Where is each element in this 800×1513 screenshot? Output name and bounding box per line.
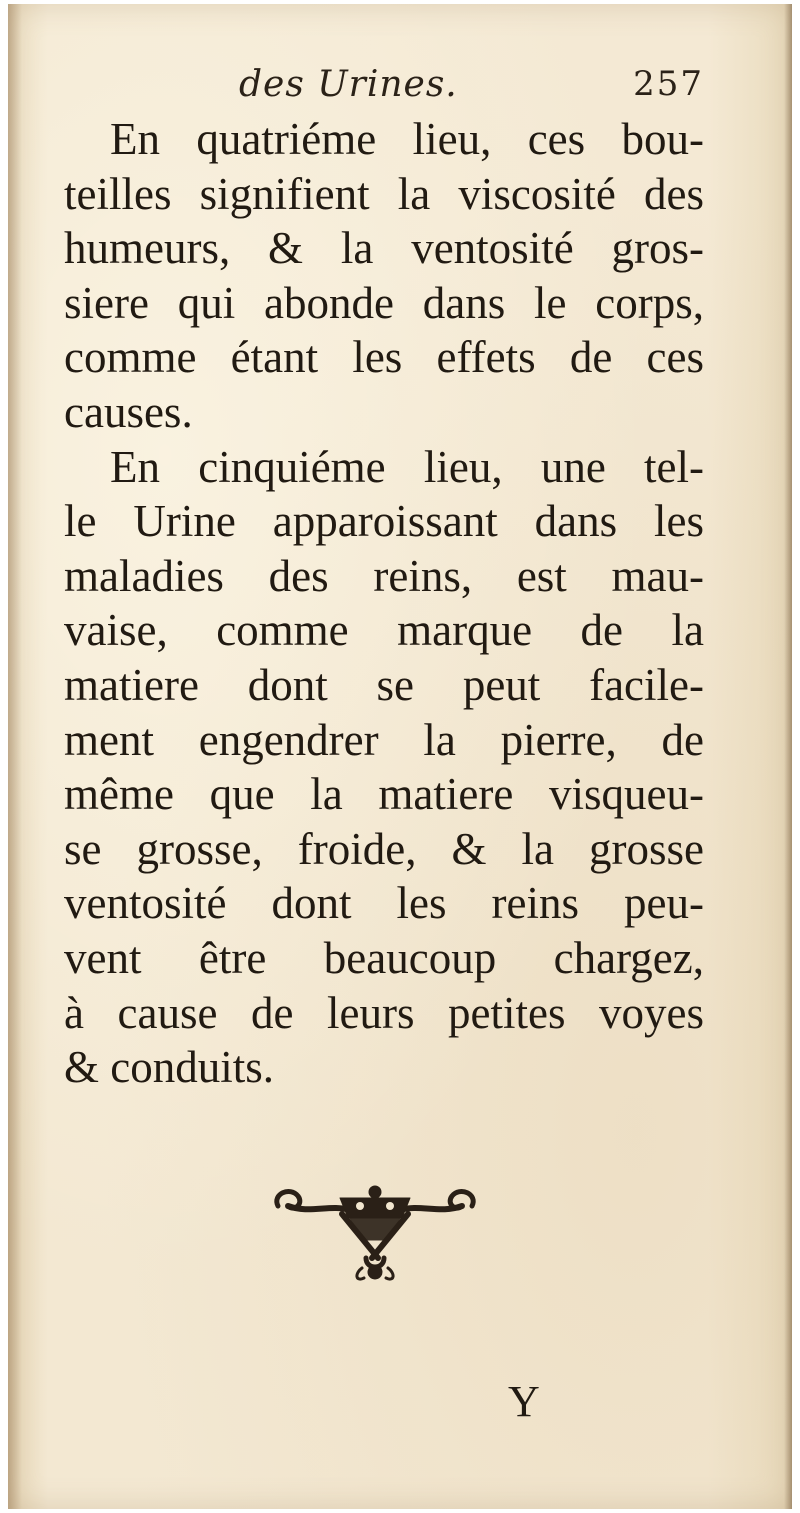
text-line: causes. bbox=[64, 386, 193, 437]
page-number: 257 bbox=[633, 64, 704, 104]
text-line: se grosse, froide, & la grosse bbox=[64, 823, 704, 874]
text-line: vaise, comme marque de la bbox=[64, 605, 704, 656]
text-line: & conduits. bbox=[64, 1042, 274, 1093]
running-head bbox=[64, 64, 714, 110]
text-line: maladies des reins, est mau- bbox=[64, 550, 704, 601]
text-line: En cinquiéme lieu, une tel- bbox=[110, 441, 704, 492]
text-line: vent être beaucoup chargez, bbox=[64, 932, 704, 983]
printer-fleuron-icon bbox=[270, 1184, 480, 1284]
paragraph-2 bbox=[64, 440, 704, 1095]
text-line: En quatriéme lieu, ces bou- bbox=[110, 114, 704, 164]
text-line: le Urine apparoissant dans les bbox=[64, 496, 704, 547]
text-line: matiere dont se peut facile- bbox=[64, 659, 704, 710]
text-line: à cause de leurs petites voyes bbox=[64, 987, 704, 1038]
text-line: humeurs, & la ventosité gros- bbox=[64, 223, 704, 274]
running-title: des Urines. bbox=[239, 64, 458, 105]
text-line: même que la matiere visqueu- bbox=[64, 769, 704, 820]
text-line: teilles signifient la viscosité des bbox=[64, 168, 704, 219]
book-page bbox=[8, 4, 792, 1509]
page-edge-shadow bbox=[784, 4, 792, 1509]
text-line: ventosité dont les reins peu- bbox=[64, 878, 704, 929]
text-line: comme étant les effets de ces bbox=[64, 332, 704, 383]
page-gutter-shadow bbox=[8, 4, 22, 1509]
signature-mark: Y bbox=[508, 1377, 540, 1426]
body-text bbox=[64, 112, 704, 1095]
paragraph-1 bbox=[64, 112, 704, 440]
text-line: ment engendrer la pierre, de bbox=[64, 714, 704, 765]
text-line: siere qui abonde dans le corps, bbox=[64, 277, 704, 328]
